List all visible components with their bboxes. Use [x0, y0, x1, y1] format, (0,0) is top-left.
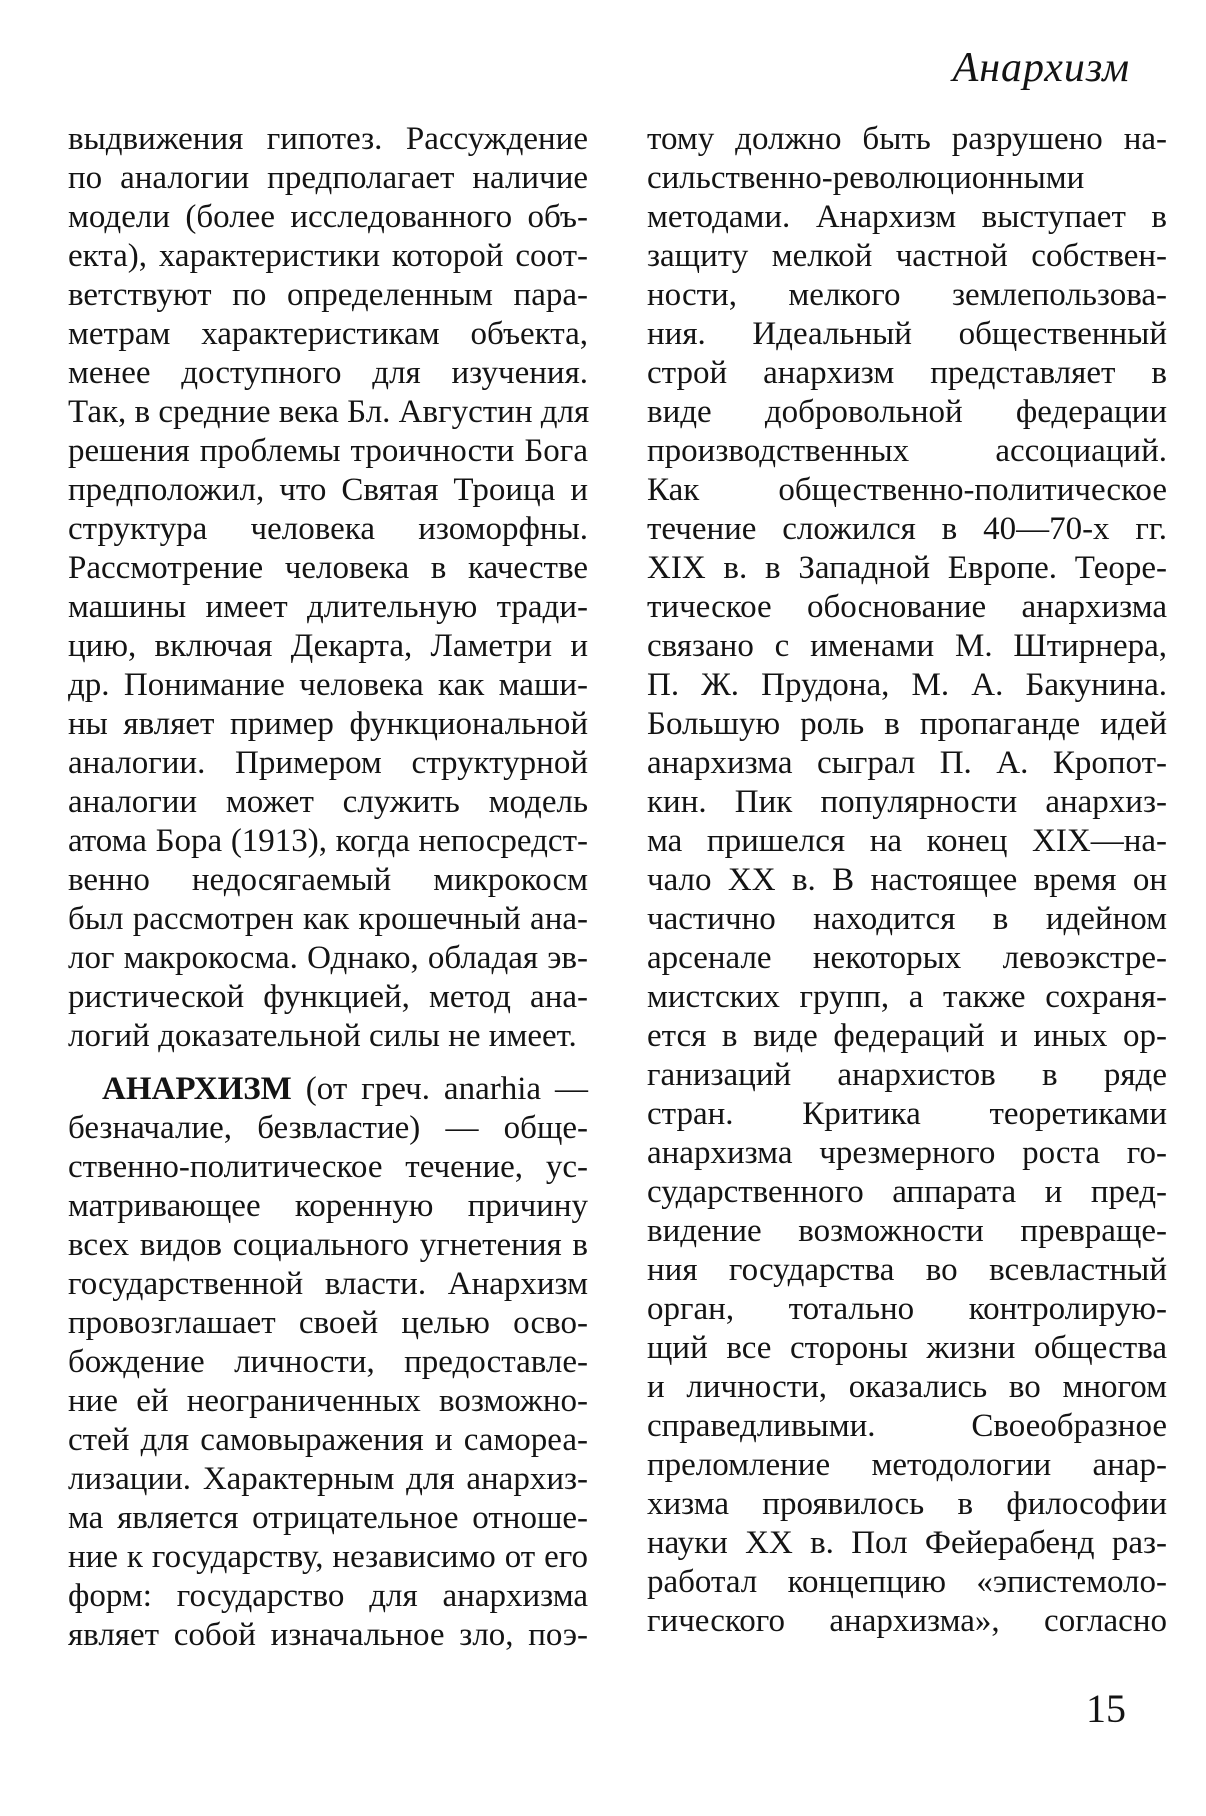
text-line: решения проблемы троичности Бога — [68, 433, 588, 469]
text-line: ристической функцией, метод ана- — [68, 979, 588, 1015]
text-line: XIX в. в Западной Европе. Теоре- — [647, 550, 1167, 586]
text-line: ется в виде федераций и иных ор- — [647, 1018, 1167, 1054]
text-line: государственной власти. Анархизм — [68, 1266, 588, 1302]
left-column — [68, 120, 588, 1655]
text-line: и личности, оказались во многом — [647, 1369, 1167, 1405]
text-line: структура человека изоморфны. — [68, 511, 588, 547]
paragraph-analogy — [68, 120, 588, 1056]
text-line: логий доказательной силы не имеет. — [68, 1018, 577, 1054]
text-line: сударственного аппарата и пред- — [647, 1174, 1167, 1210]
text-line: справедливыми. Своеобразное — [647, 1408, 1167, 1444]
text-line: гического анархизма», согласно — [647, 1603, 1167, 1639]
text-line: машины имеет длительную тради- — [68, 589, 588, 625]
text-line: аналогии. Примером структурной — [68, 745, 588, 781]
text-line: хизма проявилось в философии — [647, 1486, 1167, 1522]
page-number: 15 — [1086, 1686, 1126, 1731]
text-line: ние к государству, независимо от его — [68, 1539, 588, 1575]
text-line: мистских групп, а также сохраня- — [647, 979, 1167, 1015]
text-line: стей для самовыражения и самореа- — [68, 1422, 588, 1458]
text-line: провозглашает своей целью осво- — [68, 1305, 588, 1341]
text-line: аналогии может служить модель — [68, 784, 588, 820]
text-line: стран. Критика теоретиками — [647, 1096, 1167, 1132]
text-line: менее доступного для изучения. — [68, 355, 588, 391]
text-line: орган, тотально контролирую- — [647, 1291, 1167, 1327]
text-line: Большую роль в пропаганде идей — [647, 706, 1167, 742]
text-line: ние ей неограниченных возможно- — [68, 1383, 588, 1419]
text-line: П. Ж. Прудона, М. А. Бакунина. — [647, 667, 1167, 703]
text-line: науки XX в. Пол Фейерабенд раз- — [647, 1525, 1167, 1561]
text-line: тому должно быть разрушено на- — [647, 121, 1167, 157]
text-line: анархизма сыграл П. А. Кропот- — [647, 745, 1167, 781]
text-line: ности, мелкого землепользова- — [647, 277, 1167, 313]
text-line: тическое обоснование анархизма — [647, 589, 1167, 625]
text-line: арсенале некоторых левоэкстре- — [647, 940, 1167, 976]
text-line: строй анархизм представляет в — [647, 355, 1167, 391]
text-line: безначалие, безвластие) — обще- — [68, 1110, 588, 1146]
text-line: кин. Пик популярности анархиз- — [647, 784, 1167, 820]
text-line: всех видов социального угнетения в — [68, 1227, 588, 1263]
text-line: Рассмотрение человека в качестве — [68, 550, 588, 586]
text-line: течение сложился в 40—70-х гг. — [647, 511, 1167, 547]
text-line: анархизма чрезмерного роста го- — [647, 1135, 1167, 1171]
text-line: преломление методологии анар- — [647, 1447, 1167, 1483]
text-line: являет собой изначальное зло, поэ- — [68, 1617, 588, 1653]
text-line: производственных ассоциаций. — [647, 433, 1167, 469]
text-line: атома Бора (1913), когда непосредст- — [68, 823, 588, 859]
text-line: чало XX в. В настоящее время он — [647, 862, 1167, 898]
text-line: работал концепцию «эпистемоло- — [647, 1564, 1167, 1600]
text-line: ны являет пример функциональной — [68, 706, 588, 742]
text-line: Как общественно-политическое — [647, 472, 1167, 508]
entry-term: АНАРХИЗМ — [102, 1071, 292, 1107]
text-line: ственно-политическое течение, ус- — [68, 1149, 588, 1185]
text-line: ма является отрицательное отноше- — [68, 1500, 588, 1536]
entry-first-line — [68, 1070, 588, 1109]
text-line: связано с именами М. Штирнера, — [647, 628, 1167, 664]
text-line: ния государства во всевластный — [647, 1252, 1167, 1288]
text-line: екта), характеристики которой соот- — [68, 238, 588, 274]
text-line: матривающее коренную причину — [68, 1188, 588, 1224]
text-line: модели (более исследованного объ- — [68, 199, 588, 235]
text-line: ма пришелся на конец XIX—на- — [647, 823, 1167, 859]
text-line: лизации. Характерным для анархиз- — [68, 1461, 588, 1497]
running-header: Анархизм — [952, 45, 1130, 91]
text-line: защиту мелкой частной собствен- — [647, 238, 1167, 274]
paragraph-anarchism-continued — [647, 120, 1167, 1641]
text-line: видение возможности превраще- — [647, 1213, 1167, 1249]
text-line: ганизаций анархистов в ряде — [647, 1057, 1167, 1093]
text-line: др. Понимание человека как маши- — [68, 667, 588, 703]
right-column — [647, 120, 1167, 1641]
text-line: венно недосягаемый микрокосм — [68, 862, 588, 898]
text-line: метрам характеристикам объекта, — [68, 316, 588, 352]
text-line: виде добровольной федерации — [647, 394, 1167, 430]
text-line: по аналогии предполагает наличие — [68, 160, 588, 196]
text-line: лог макрокосма. Однако, обладая эв- — [68, 940, 588, 976]
text-line: Так, в средние века Бл. Августин для — [68, 394, 590, 430]
text-line: цию, включая Декарта, Ламетри и — [68, 628, 588, 664]
text-line: методами. Анархизм выступает в — [647, 199, 1167, 235]
text-line: щий все стороны жизни общества — [647, 1330, 1167, 1366]
text-line: форм: государство для анархизма — [68, 1578, 588, 1614]
text-line: был рассмотрен как крошечный ана- — [68, 901, 588, 937]
text-line: ния. Идеальный общественный — [647, 316, 1167, 352]
entry-etymology: (от греч. anarhia — — [291, 1071, 588, 1107]
paragraph-anarchism-entry — [68, 1070, 588, 1655]
text-line: ветствуют по определенным пара- — [68, 277, 588, 313]
text-line: выдвижения гипотез. Рассуждение — [68, 121, 588, 157]
text-line: предположил, что Святая Троица и — [68, 472, 588, 508]
text-line: бождение личности, предоставле- — [68, 1344, 588, 1380]
text-line: частично находится в идейном — [647, 901, 1167, 937]
text-line: сильственно-революционными — [647, 160, 1085, 196]
